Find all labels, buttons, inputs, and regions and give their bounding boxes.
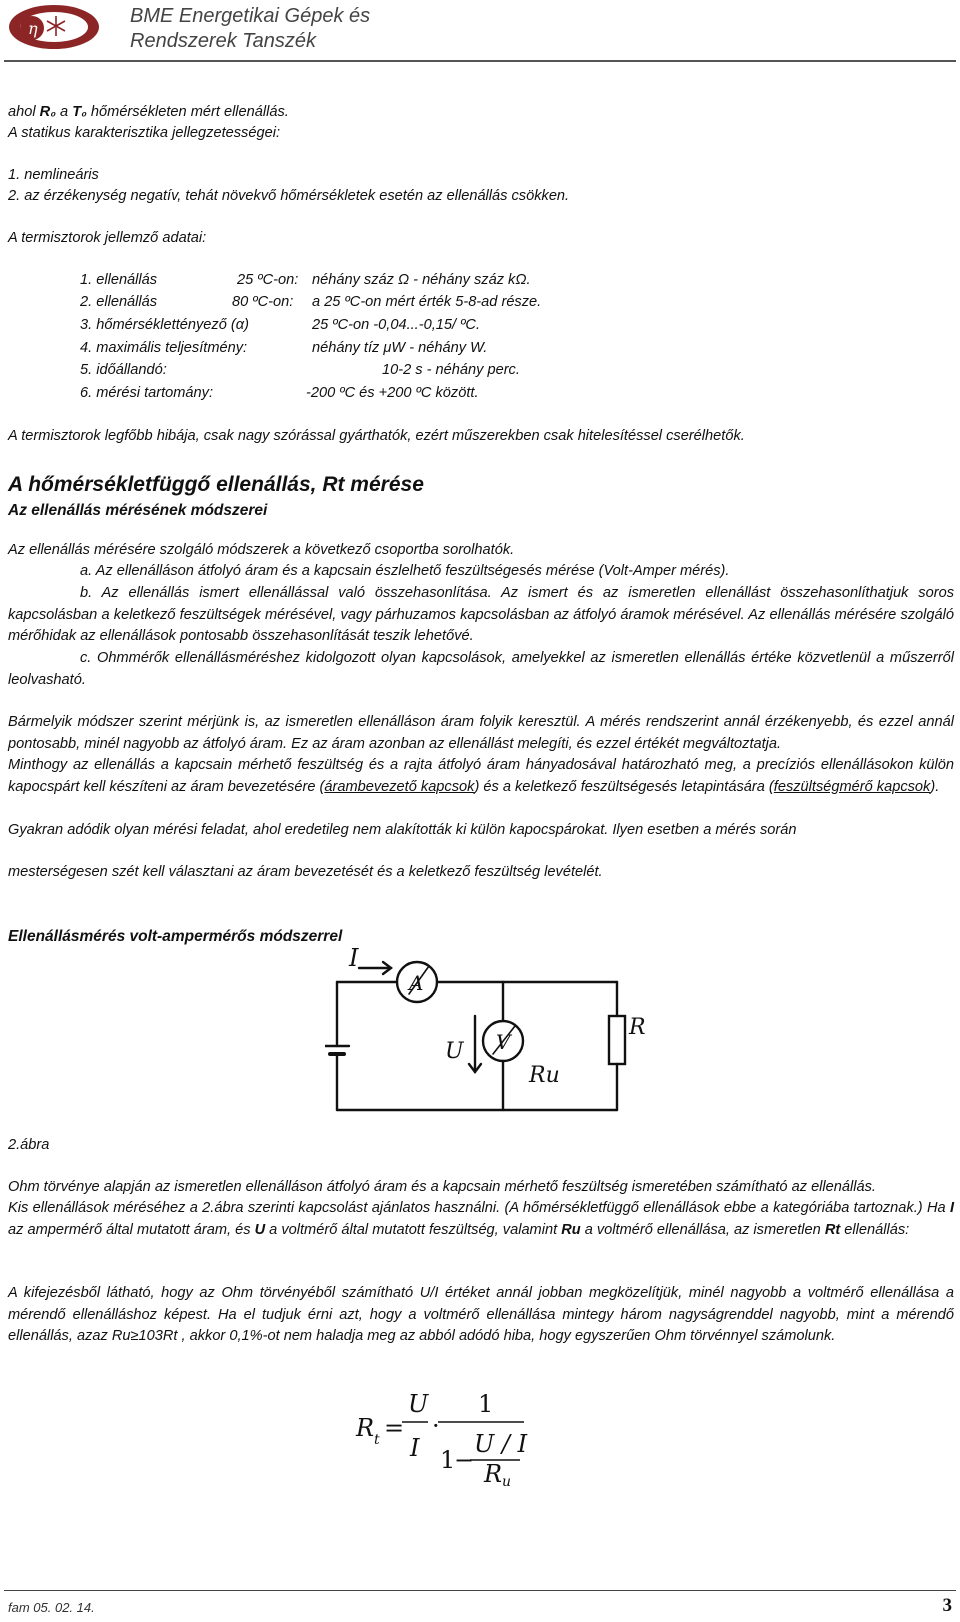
formula-lhs-sub: t [374,1432,380,1448]
methods-intro: Az ellenállás mérésére szolgáló módszerek a következő csoportba sorolhatók. [8,542,515,558]
intro-line-2: A statikus karakterisztika jellegzetességei: [8,125,280,141]
label-meter-resistance: Ru [529,1063,560,1088]
formula-inner-den: R [484,1460,503,1488]
circuit-diagram [325,946,665,1129]
voltamper-title: Ellenállásmérés volt-ampermérős módszerrel [8,928,343,945]
list-item-1: 1. nemlineáris [8,167,99,183]
paragraph-four-wire: Minthogy az ellenállás a kapcsain mérhető feszültség és a rajta átfolyó áram hányadosával határozható meg, a precíziós ellenállásokon külön kapocspárt kell készíteni az áram bevezetésére (árambevezető kapcsok) és a keletkező feszültségesés letapintására (feszültségmérő kapcsok). [8,757,954,795]
label-voltmeter: V [496,1030,511,1054]
intro-line-1: ahol R₀ a T₀ hőmérsékleten mért ellenállás. [8,104,289,120]
data-row-label: 1. ellenállás [80,272,158,288]
paragraph-often: Gyakran adódik olyan mérési feladat, ahol eredetileg nem alakították ki külön kapocspárokat. Ilyen esetben a mérés során [8,822,797,838]
data-row-value: a 25 ºC-on mért érték 5-8-ad része. [312,294,542,310]
data-row-value: néhány tíz μW - néhány W. [312,340,488,356]
figure-caption: 2.ábra [8,1137,50,1153]
formula-equals: = [384,1414,405,1442]
formula-inner-num: U / I [474,1430,528,1458]
section-title: A hőmérsékletfüggő ellenállás, Rt mérése [8,473,424,496]
formula-lhs: R [356,1414,375,1442]
data-row-label: 2. ellenállás [80,294,158,310]
logo-eta-text: η [28,19,38,38]
resistance-formula [352,1378,552,1488]
data-row-value: 25 ºC-on -0,04...-0,15/ ºC. [312,317,481,333]
institution-line-2: Rendszerek Tanszék [130,30,317,52]
formula-den1: I [410,1434,420,1462]
thermistor-weakness: A termisztorok legfőbb hibája, csak nagy szórással gyárthatók, ezért műszerekben csak hitelesítéssel cserélhetők. [8,428,745,444]
formula-num2: 1 [478,1390,494,1418]
data-row-condition: 80 ºC-on: [232,294,294,310]
label-ammeter: A [409,971,424,995]
label-resistor: R [629,1015,646,1040]
formula-minus: − [454,1446,475,1474]
paragraph-ohm: Ohm törvénye alapján az ismeretlen ellenálláson átfolyó áram és a kapcsain mérhető feszültség ismeretében számítható az ellenállás. [8,1179,876,1195]
data-row-value: -200 ºC és +200 ºC között. [306,385,479,401]
formula-one: 1 [440,1446,456,1474]
paragraph-often-2: mesterségesen szét kell választani az áram bevezetését és a keletkező feszültség levételét. [8,864,603,880]
formula-dot: · [432,1412,440,1440]
header-divider [4,60,956,62]
data-row-label: 6. mérési tartomány: [80,385,214,401]
method-a: a. Az ellenálláson átfolyó áram és a kapcsain észlelhető feszültségesés mérése (Volt-Amper mérés). [80,563,730,579]
department-logo [6,2,102,52]
footer-date: fam 05. 02. 14. [8,1600,95,1615]
data-row-value: 10-2 s - néhány perc. [382,362,520,378]
list-item-2: 2. az érzékenység negatív, tehát növekvő hőmérsékletek esetén az ellenállás csökken. [8,188,570,204]
formula-num1: U [408,1390,429,1418]
section-subtitle: Az ellenállás mérésének módszerei [8,502,268,519]
data-title: A termisztorok jellemző adatai: [8,230,207,246]
label-current: I [349,946,359,972]
page-number: 3 [942,1595,952,1616]
method-b: b. Az ellenállás ismert ellenállással való összehasonlítása. Az ismert és az ismeretlen ellenállást összehasonlíthatjuk soros kapcsolásban a keletkező feszültségek mérésével, vagy párhuzamos kapcsolásban az átfolyó áramok mérésével. Az ellenállás mérésére szolgáló mérőhidak az ellenállások pontosabb összehasonlítását teszik lehetővé. [8,585,954,644]
label-voltage: U [445,1039,464,1064]
term-voltage-terminals: feszültségmérő kapcsok [773,778,931,795]
page-header [0,0,960,62]
data-row-value: néhány száz Ω - néhány száz kΩ. [312,272,531,288]
paragraph-current: Bármelyik módszer szerint mérjünk is, az ismeretlen ellenálláson áram folyik keresztül. A mérés rendszerint annál érzékenyebb, és ezzel annál pontosabb, minél nagyobb az átfolyó áram. Ez az áram azonban az ellenállást melegíti, és ezzel értékét megváltoztatja. [8,714,954,752]
term-current-terminals: árambevezető kapcsok [324,778,475,795]
data-row-label: 5. időállandó: [80,362,167,378]
institution-line-1: BME Energetikai Gépek és [130,5,371,27]
institution-name [130,4,370,54]
footer-divider [4,1590,956,1591]
data-row-label: 3. hőmérséklettényező (α) [80,317,249,333]
formula-inner-den-sub: u [502,1474,512,1488]
data-row-condition: 25 ºC-on: [237,272,299,288]
method-c: c. Ohmmérők ellenállásméréshez kidolgozott olyan kapcsolások, amelyekkel az ismeretlen ellenállás értéke közvetlenül a műszerről leolvasható. [8,650,954,688]
data-row-label: 4. maximális teljesítmény: [80,340,248,356]
paragraph-expression: A kifejezésből látható, hogy az Ohm törvényéből számítható U/I értéket annál jobban megközelítjük, minél nagyobb a voltmérő ellenállása a mérendő ellenálláshoz képest. Ha el tudjuk érni azt, hogy a voltmérő ellenállása mintegy három nagyságrenddel nagyobb, mint a mérendő ellenállás, azaz Ru≥103Rt , akkor 0,1%-ot nem haladja meg az abból adódó hiba, hogy egyszerűen Ohm törvénnyel számolunk. [8,1285,954,1344]
paragraph-small-resistances: Kis ellenállások méréséhez a 2.ábra szerinti kapcsolást ajánlatos használni. (A hőmérsékletfüggő ellenállások ebbe a kategóriába tartoznak.) Ha I az ampermérő által mutatott áram, és U a voltmérő által mutatott feszültség, valamint Ru a voltmérő ellenállása, az ismeretlen Rt ellenállás: [8,1200,954,1238]
